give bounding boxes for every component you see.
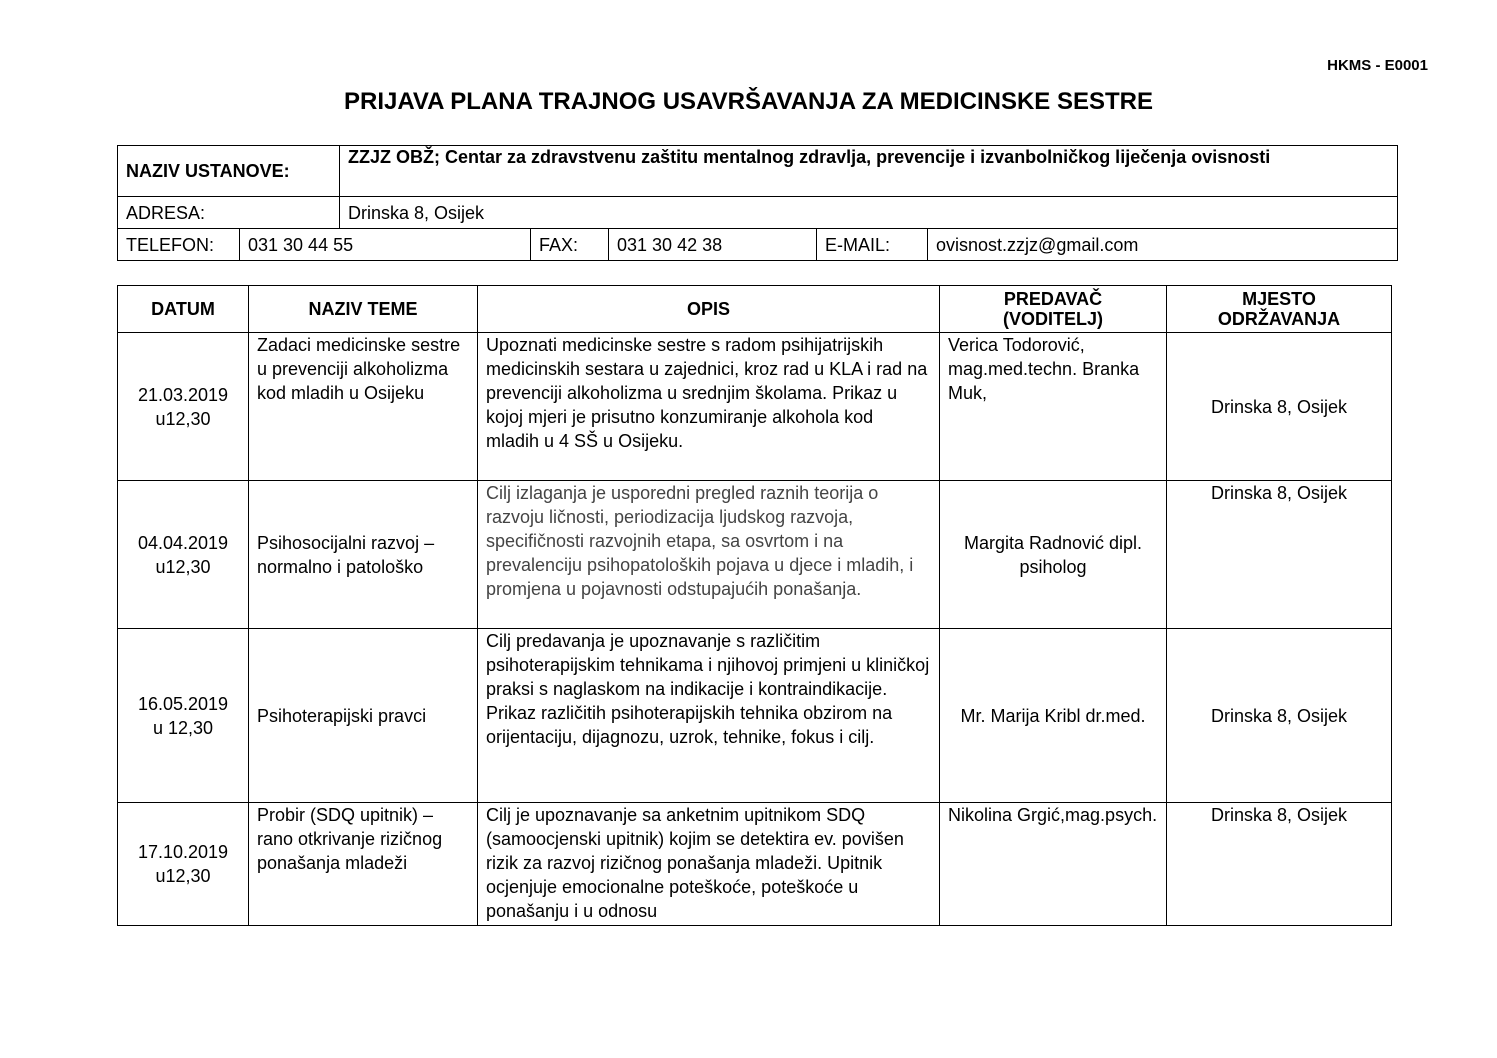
header-lecturer-line1: PREDAVAČ — [1003, 289, 1103, 309]
row-date-cell — [118, 481, 249, 629]
fax-label: FAX: — [531, 229, 609, 261]
row-topic: Psihosocijalni razvoj – normalno i patološko — [249, 481, 478, 629]
row-lecturer: Mr. Marija Kribl dr.med. — [940, 629, 1167, 803]
row-lecturer: Verica Todorović, mag.med.techn. Branka Muk, — [940, 333, 1167, 481]
schedule-header-row — [118, 286, 1392, 333]
institution-name-value: ZZJZ OBŽ; Centar za zdravstvenu zaštitu mentalnog zdravlja, prevencije i izvanbolničkog liječenja ovisnosti — [340, 146, 1398, 197]
row-desc — [478, 803, 940, 926]
row-place: Drinska 8, Osijek — [1167, 333, 1392, 481]
header-place-line2: ODRŽAVANJA — [1217, 309, 1341, 329]
row-desc: Cilj izlaganja je usporedni pregled raznih teorija o razvoju ličnosti, periodizacija ljudskog razvoja, specifičnosti razvojnih etapa, sa osvrtom i na prevalenciju psihopatoloških pojava u djece i mladih, i promjena u pojavnosti odstupajućih ponašanja. — [478, 481, 940, 629]
institution-name-label: NAZIV USTANOVE: — [118, 146, 340, 197]
header-topic: NAZIV TEME — [249, 286, 478, 333]
table-row — [118, 629, 1392, 803]
fax-value: 031 30 42 38 — [609, 229, 817, 261]
row-desc-text: Cilj je upoznavanje sa anketnim upitnikom SDQ (samoocjenski upitnik) kojim se detektira ev. povišen rizik za razvoj rizičnog ponašanja mladeži. Upitnik ocjenjuje emocionalne poteškoće, poteškoće u ponašanju i u odnosu — [486, 805, 904, 921]
email-value: ovisnost.zzjz@gmail.com — [928, 229, 1398, 261]
row-desc: Upoznati medicinske sestre s radom psihijatrijskih medicinskih sestara u zajednici, kroz rad u KLA i rad na prevenciji alkoholizma u srednjim školama. Prikaz u kojoj mjeri je prisutno konzumiranje alkohola kod mladih u 4 SŠ u Osijeku. — [478, 333, 940, 481]
table-row — [118, 333, 1392, 481]
schedule-table — [117, 285, 1392, 926]
row-place: Drinska 8, Osijek — [1167, 803, 1392, 926]
header-place-line1: MJESTO — [1242, 289, 1316, 309]
form-code: HKMS - E0001 — [1327, 57, 1428, 74]
header-date: DATUM — [118, 286, 249, 333]
row-lecturer: Nikolina Grgić,mag.psych. — [940, 803, 1167, 926]
row-lecturer: Margita Radnović dipl. psiholog — [940, 481, 1167, 629]
row-topic: Zadaci medicinske sestre u prevenciji alkoholizma kod mladih u Osijeku — [249, 333, 478, 481]
row-date: 16.05.2019 — [137, 693, 229, 714]
row-date: 17.10.2019 — [137, 842, 229, 862]
row-time: u12,30 — [155, 408, 211, 429]
header-place — [1167, 286, 1392, 333]
row-date-cell — [118, 333, 249, 481]
row-place: Drinska 8, Osijek — [1167, 629, 1392, 803]
address-value: Drinska 8, Osijek — [340, 197, 1398, 229]
row-time: u 12,30 — [152, 717, 214, 738]
page-title: PRIJAVA PLANA TRAJNOG USAVRŠAVANJA ZA MEDICINSKE SESTRE — [344, 88, 1153, 115]
row-time: u12,30 — [155, 556, 211, 577]
row-desc: Cilj predavanja je upoznavanje s različitim psihoterapijskim tehnikama i njihovoj primjeni u kliničkoj praksi s naglaskom na indikacije i kontraindikacije. Prikaz različitih psihoterapijskih tehnika obzirom na orijentaciju, dijagnozu, uzrok, tehnike, fokus i cilj. — [478, 629, 940, 803]
row-date-cell — [118, 803, 249, 926]
row-place: Drinska 8, Osijek — [1167, 481, 1392, 629]
email-label: E-MAIL: — [817, 229, 928, 261]
row-date: 04.04.2019 — [137, 532, 229, 553]
phone-value: 031 30 44 55 — [240, 229, 531, 261]
institution-table — [117, 145, 1398, 261]
table-row — [118, 481, 1392, 629]
row-topic: Psihoterapijski pravci — [249, 629, 478, 803]
header-lecturer-line2: (VODITELJ) — [1002, 309, 1103, 329]
phone-label: TELEFON: — [118, 229, 240, 261]
table-row — [118, 803, 1392, 926]
row-topic: Probir (SDQ upitnik) – rano otkrivanje rizičnog ponašanja mladeži — [249, 803, 478, 926]
header-lecturer — [940, 286, 1167, 333]
address-label: ADRESA: — [118, 197, 340, 229]
row-time: u12,30 — [155, 866, 211, 886]
row-date-cell — [118, 629, 249, 803]
header-desc: OPIS — [478, 286, 940, 333]
row-date: 21.03.2019 — [137, 384, 229, 405]
